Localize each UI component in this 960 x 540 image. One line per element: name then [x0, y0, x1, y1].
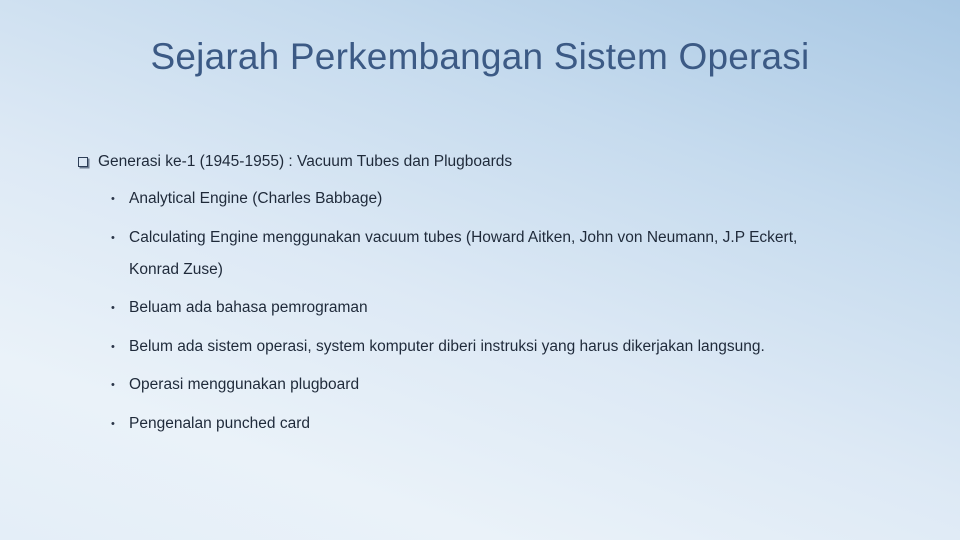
- bullet-marker: •: [111, 379, 115, 391]
- bullet-text: Calculating Engine menggunakan vacuum tubes (Howard Aitken, John von Neumann, J.P Eckert,: [129, 229, 798, 246]
- bullet-marker: •: [111, 418, 115, 430]
- bullet-item: [111, 227, 797, 249]
- bullet-text: Pengenalan punched card: [129, 415, 310, 432]
- bullet-item: [111, 336, 765, 358]
- bullet-item: [111, 188, 382, 210]
- section-heading: [78, 151, 512, 173]
- bullet-marker: •: [111, 302, 115, 314]
- bullet-text: Analytical Engine (Charles Babbage): [129, 190, 383, 207]
- bullet-marker: •: [111, 232, 115, 244]
- bullet-item: [111, 297, 368, 319]
- bullet-item: [111, 374, 359, 396]
- bullet-marker: •: [111, 341, 115, 353]
- bullet-text: Belum ada sistem operasi, system komputer diberi instruksi yang harus dikerjakan langsung.: [129, 338, 765, 355]
- checkbox-square-icon: [78, 157, 88, 167]
- section-heading-text: Generasi ke-1 (1945-1955) : Vacuum Tubes dan Plugboards: [98, 153, 513, 170]
- bullet-item: [111, 413, 310, 435]
- bullet-text: Operasi menggunakan plugboard: [129, 376, 360, 393]
- slide-title: Sejarah Perkembangan Sistem Operasi: [150, 36, 810, 77]
- bullet-text: Beluam ada bahasa pemrograman: [129, 299, 368, 316]
- bullet-marker: •: [111, 193, 115, 205]
- bullet-continuation: Konrad Zuse): [129, 261, 223, 278]
